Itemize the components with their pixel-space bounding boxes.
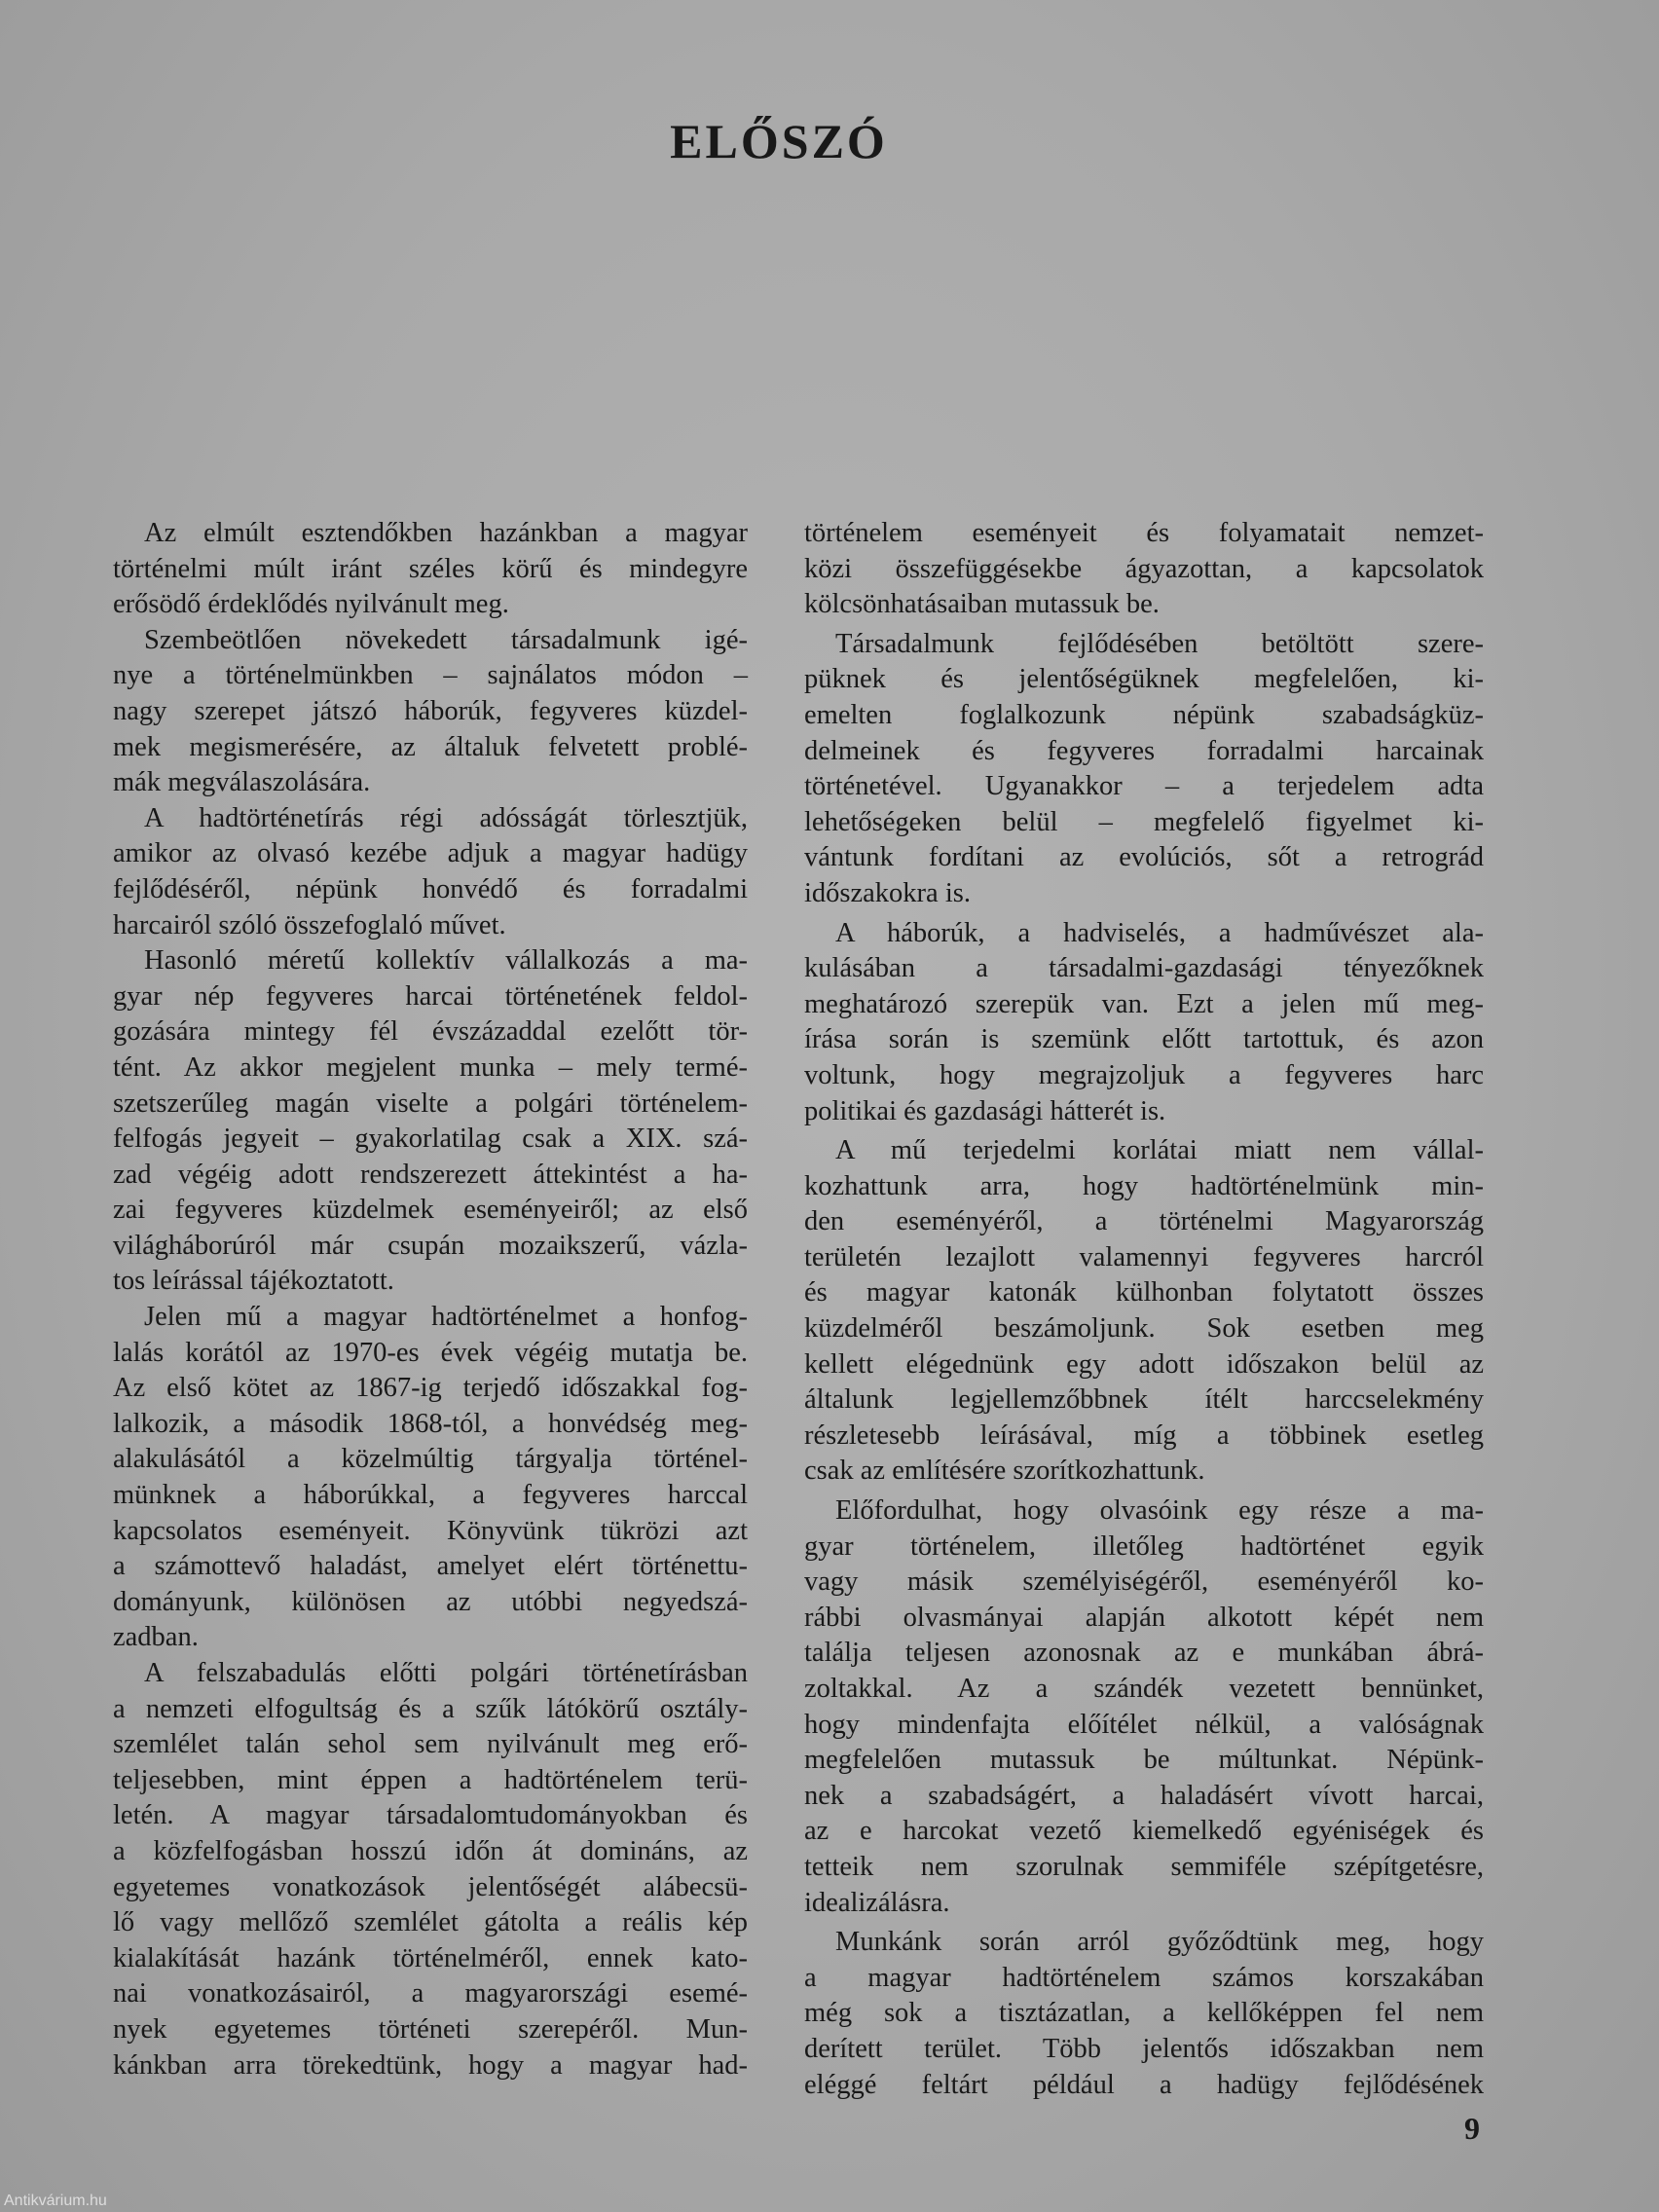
text-line: voltunk, hogy megrajzoljuk a fegyveres harc [804, 1059, 1484, 1090]
text-line: időszakokra is. [804, 877, 971, 908]
text-line: nyek egyetemes történeti szerepéről. Mun- [113, 2013, 748, 2045]
paragraph [113, 1300, 748, 1656]
text-line: letén. A magyar társadalomtudományokban és [113, 1800, 748, 1831]
text-line: den eseményéről, a történelmi Magyarország [804, 1206, 1484, 1237]
text-line: zadban. [113, 1622, 199, 1653]
text-line: A felszabadulás előtti polgári történetírásban [144, 1658, 748, 1688]
paragraph [113, 516, 748, 623]
paragraph [113, 801, 748, 943]
text-line: kapcsolatos eseményeit. Könyvünk tükrözi azt [113, 1515, 748, 1546]
text-line: világháborúról már csupán mozaikszerű, vázla- [113, 1230, 748, 1261]
text-line: találja teljesen azonosnak az e munkában ábrá- [804, 1638, 1484, 1669]
text-line: A mű terjedelmi korlátai miatt nem vállal- [835, 1135, 1484, 1166]
paragraph [113, 943, 748, 1300]
text-line: fejlődéséről, népünk honvédő és forradalmi [113, 873, 748, 904]
text-line: a számottevő haladást, amelyet elért történettu- [113, 1551, 748, 1582]
text-line: gyar történelem, illetőleg hadtörténet egyik [804, 1530, 1484, 1562]
text-line: kialakítását hazánk történelméről, ennek kato- [113, 1942, 748, 1973]
text-line: teljesebben, mint éppen a hadtörténelem terü- [113, 1764, 748, 1795]
text-line: emelten foglalkozunk népünk szabadságküz- [804, 699, 1484, 730]
text-line: az e harcokat vezető kiemelkedő egyéniségek és [804, 1816, 1484, 1847]
page-title: ELŐSZÓ [670, 113, 888, 168]
text-line: történelem eseményeit és folyamatait nemzet- [804, 518, 1484, 548]
paragraph [804, 1493, 1484, 1921]
text-line: felfogás jegyeit – gyakorlatilag csak a XIX. szá- [113, 1124, 748, 1155]
text-line: Társadalmunk fejlődésében betöltött szere- [835, 628, 1484, 659]
text-line: nagy szerepet játszó háborúk, fegyveres küzdel- [113, 695, 748, 726]
text-line: zad végéig adott rendszerezett áttekintést a ha- [113, 1159, 748, 1190]
watermark: Antikvárium.hu [4, 2193, 107, 2209]
text-line: mek megismerésére, az általuk felvetett problé- [113, 731, 748, 762]
text-line: megfelelően mutassuk be múltunkat. Népünk- [804, 1745, 1484, 1776]
text-line: meghatározó szerepük van. Ezt a jelen mű meg- [804, 988, 1484, 1019]
text-line: zai fegyveres küzdelmek eseményeiről; az első [113, 1195, 748, 1226]
text-line: politikai és gazdasági hátterét is. [804, 1095, 1166, 1126]
text-line: küzdelméről beszámoljunk. Sok esetben meg [804, 1313, 1484, 1345]
text-line: idealizálásra. [804, 1887, 950, 1918]
text-line: csak az említésére szorítkozhattunk. [804, 1456, 1205, 1487]
text-line: nai vonatkozásairól, a magyarországi esemé- [113, 1978, 748, 2009]
text-line: münknek a háborúkkal, a fegyveres harccal [113, 1480, 748, 1511]
text-line: derített terület. Több jelentős időszakban nem [804, 2033, 1484, 2064]
text-line: kozhattunk arra, hogy hadtörténelmünk min- [804, 1170, 1484, 1201]
paragraph [804, 1133, 1484, 1490]
text-line: tetteik nem szorulnak semmiféle szépítgetésre, [804, 1851, 1484, 1882]
text-line: történetével. Ugyanakkor – a terjedelem adta [804, 771, 1484, 802]
text-line: kánkban arra törekedtünk, hogy a magyar had- [113, 2049, 748, 2081]
text-line: nye a történelmünkben – sajnálatos módon – [113, 660, 748, 691]
text-line: alakulásától a közelmúltig tárgyalja történel- [113, 1444, 748, 1475]
paragraph [804, 1925, 1484, 2103]
text-line: kulásában a társadalmi-gazdasági tényezőknek [804, 953, 1484, 984]
text-line: közi összefüggésekbe ágyazottan, a kapcsolatok [804, 553, 1484, 584]
text-line: rábbi olvasmányai alapján alkotott képét nem [804, 1602, 1484, 1633]
text-line: lő vagy mellőző szemlélet gátolta a reális kép [113, 1907, 748, 1938]
text-line: Hasonló méretű kollektív vállalkozás a ma- [144, 945, 748, 977]
text-line: szemlélet talán sehol sem nyilvánult meg erő- [113, 1729, 748, 1760]
paragraph [804, 627, 1484, 912]
text-line: püknek és jelentőségüknek megfelelően, ki- [804, 664, 1484, 695]
text-column-left [113, 516, 748, 2083]
paragraph [113, 623, 748, 801]
text-line: Szembeötlően növekedett társadalmunk igé- [144, 624, 748, 655]
text-line: Jelen mű a magyar hadtörténelmet a honfog- [144, 1302, 748, 1333]
text-line: harcairól szóló összefoglaló művet. [113, 909, 506, 940]
text-line: amikor az olvasó kezébe adjuk a magyar hadügy [113, 838, 748, 869]
text-line: A háborúk, a hadviselés, a hadművészet ala- [835, 917, 1484, 948]
page-number: 9 [1464, 2111, 1480, 2146]
text-line: történelmi múlt iránt széles körű és mindegyre [113, 553, 748, 584]
text-line: lehetőségeken belül – megfelelő figyelmet ki- [804, 806, 1484, 837]
text-line: még sok a tisztázatlan, a kellőképpen fel nem [804, 1998, 1484, 2029]
text-line: mák megválaszolására. [113, 767, 371, 798]
text-line: részletesebb leírásával, míg a többinek esetleg [804, 1419, 1484, 1451]
text-line: Az első kötet az 1867-ig terjedő időszakkal fog- [113, 1373, 748, 1404]
text-line: vagy másik személyiségéről, eseményéről ko- [804, 1567, 1484, 1598]
text-line: hogy mindenfajta előítélet nélkül, a valóságnak [804, 1709, 1484, 1740]
text-line: a magyar hadtörténelem számos korszakában [804, 1962, 1484, 1993]
text-line: lalás korától az 1970-es évek végéig mutatja be. [113, 1337, 748, 1368]
text-line: erősödő érdeklődés nyilvánult meg. [113, 589, 509, 620]
text-line: Előfordulhat, hogy olvasóink egy része a ma- [835, 1495, 1484, 1527]
text-line: Munkánk során arról győződtünk meg, hogy [835, 1927, 1484, 1958]
text-line: a nemzeti elfogultság és a szűk látókörű osztály- [113, 1693, 748, 1724]
text-line: területén lezajlott valamennyi fegyveres harcról [804, 1241, 1484, 1272]
paragraph [804, 516, 1484, 623]
text-line: delmeinek és fegyveres forradalmi harcainak [804, 735, 1484, 766]
text-line: lalkozik, a második 1868-tól, a honvédség meg- [113, 1408, 748, 1439]
text-line: Az elmúlt esztendőkben hazánkban a magyar [144, 518, 748, 548]
text-line: írása során is szemünk előtt tartottuk, és azon [804, 1024, 1484, 1055]
text-line: vántunk fordítani az evolúciós, sőt a retrográd [804, 842, 1484, 873]
text-column-right [804, 516, 1484, 2103]
text-line: szetszerűleg magán viselte a polgári történelem- [113, 1088, 748, 1119]
text-line: zoltakkal. Az a szándék vezetett bennünket, [804, 1674, 1484, 1704]
text-line: kellett elégednünk egy adott időszakon belül az [804, 1348, 1484, 1380]
text-line: dományunk, különösen az utóbbi negyedszá- [113, 1586, 748, 1617]
text-line: gyar nép fegyveres harcai történetének feldol- [113, 980, 748, 1012]
text-line: egyetemes vonatkozások jelentőségét alábecsü- [113, 1871, 748, 1902]
text-line: A hadtörténetírás régi adósságát törlesztjük, [144, 802, 748, 833]
text-line: tént. Az akkor megjelent munka – mely termé- [113, 1051, 748, 1083]
text-line: általunk legjellemzőbbnek ítélt harccselekmény [804, 1384, 1484, 1416]
text-line: és magyar katonák külhonban folytatott összes [804, 1277, 1484, 1309]
paragraph [804, 916, 1484, 1130]
text-line: gozására mintegy fél évszázaddal ezelőtt tör- [113, 1016, 748, 1048]
text-line: eléggé feltárt például a hadügy fejlődésének [804, 2069, 1484, 2100]
text-line: a közfelfogásban hosszú időn át domináns, az [113, 1835, 748, 1866]
text-line: tos leírással tájékoztatott. [113, 1266, 394, 1297]
paragraph [113, 1656, 748, 2083]
text-line: kölcsönhatásaiban mutassuk be. [804, 589, 1160, 620]
text-line: nek a szabadságért, a haladásért vívott harcai, [804, 1780, 1484, 1811]
